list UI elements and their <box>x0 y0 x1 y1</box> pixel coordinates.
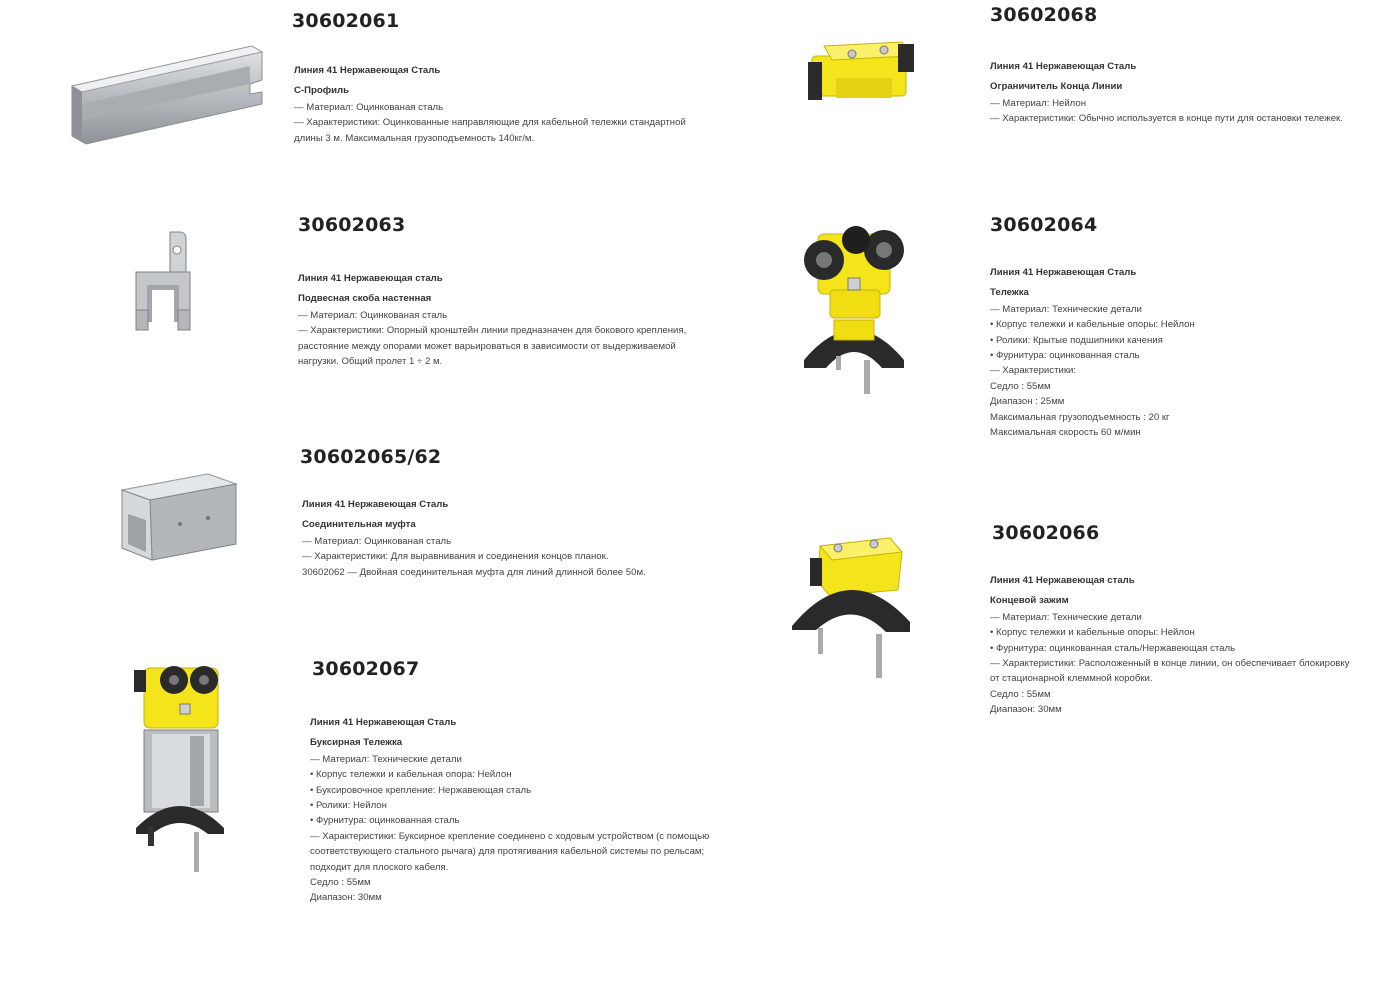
detail-line: — Материал: Оцинкованая сталь <box>298 309 448 321</box>
detail-line: — Характеристики: Для выравнивания и соединения концов планок. <box>302 551 609 563</box>
product-name: С-Профиль <box>294 85 350 97</box>
detail-line: соответствующего стального рычага) для протягивания кабельной системы по рельсам; <box>310 846 705 858</box>
product-line: Линия 41 Нержавеющая Сталь <box>310 717 457 728</box>
product-name: Соединительная муфта <box>302 519 416 531</box>
product-code: 30602065/62 <box>300 446 442 468</box>
product-code: 30602067 <box>312 658 420 680</box>
product-name: Буксирная Тележка <box>310 737 403 749</box>
detail-line: Седло : 55мм <box>990 688 1051 700</box>
product-code: 30602068 <box>990 4 1098 26</box>
detail-line: нагрузки. Общий пролет 1 ÷ 2 м. <box>298 356 443 368</box>
detail-line: • Ролики: Крытые подшипники качения <box>990 334 1163 346</box>
product-name: Тележка <box>990 287 1029 299</box>
detail-line: Диапазон : 25мм <box>990 396 1065 408</box>
detail-line: Максимальная грузоподъемность : 20 кг <box>990 411 1170 423</box>
detail-line: — Характеристики: Обычно используется в конце пути для остановки тележек. <box>990 113 1343 125</box>
product-line: Линия 41 Нержавеющая Сталь <box>294 65 441 76</box>
coupling-icon <box>118 470 242 562</box>
detail-line: — Характеристики: Расположенный в конце линии, он обеспечивает блокировку <box>990 658 1350 670</box>
product-name: Ограничитель Конца Линии <box>990 81 1123 93</box>
detail-line: Седло : 55мм <box>310 877 371 889</box>
detail-line: подходит для плоского кабеля. <box>310 861 449 873</box>
trolley-icon <box>796 220 912 396</box>
product-code: 30602064 <box>990 214 1098 236</box>
detail-line: — Материал: Оцинкованая сталь <box>302 535 452 547</box>
product-code: 30602061 <box>292 10 400 32</box>
detail-line: Диапазон: 30мм <box>990 704 1062 716</box>
detail-line: Диапазон: 30мм <box>310 892 382 904</box>
detail-line: — Материал: Нейлон <box>990 97 1087 109</box>
detail-line: длины 3 м. Максимальная грузоподъемность 140кг/м. <box>294 132 535 144</box>
product-name: Концевой зажим <box>990 595 1069 607</box>
detail-line: — Материал: Технические детали <box>990 303 1142 315</box>
wall-bracket-icon <box>130 228 194 332</box>
detail-line: Максимальная скорость 60 м/мин <box>990 427 1141 439</box>
detail-line: расстояние между опорами может варьироваться в зависимости от выдерживаемой <box>298 340 676 352</box>
detail-line: — Характеристики: Буксирное крепление соединено с ходовым устройством (с помощью <box>310 830 710 842</box>
detail-line: Седло : 55мм <box>990 380 1051 392</box>
detail-line: — Материал: Технические детали <box>990 611 1142 623</box>
product-line: Линия 41 Нержавеющая Сталь <box>990 267 1137 278</box>
detail-line: — Характеристики: <box>990 365 1077 377</box>
detail-line: — Характеристики: Оцинкованные направляющие для кабельной тележки стандартной <box>294 117 686 129</box>
end-clamp-icon <box>790 530 916 680</box>
detail-line: • Фурнитура: оцинкованная сталь <box>990 350 1140 362</box>
detail-line: • Фурнитура: оцинкованная сталь/Нержавеющая сталь <box>990 642 1236 654</box>
product-line: Линия 41 Нержавеющая сталь <box>298 273 443 284</box>
detail-line: от стационарной клеммной коробки. <box>990 673 1153 685</box>
product-code: 30602066 <box>992 522 1100 544</box>
detail-line: — Материал: Технические детали <box>310 753 462 765</box>
detail-line: • Корпус тележки и кабельные опоры: Нейлон <box>990 627 1195 639</box>
detail-line: • Корпус тележки и кабельная опора: Нейлон <box>310 769 512 781</box>
detail-line: — Материал: Оцинкованая сталь <box>294 101 444 113</box>
c-profile-rail-icon <box>66 40 266 150</box>
detail-line: • Ролики: Нейлон <box>310 800 387 812</box>
detail-line: • Буксировочное крепление: Нержавеющая сталь <box>310 784 532 796</box>
product-line: Линия 41 Нержавеющая Сталь <box>302 499 449 510</box>
detail-line: 30602062 — Двойная соединительная муфта для линий длинной более 50м. <box>302 566 646 578</box>
product-line: Линия 41 Нержавеющая сталь <box>990 575 1135 586</box>
product-name: Подвесная скоба настенная <box>298 293 432 305</box>
towing-trolley-icon <box>130 660 230 874</box>
detail-line: • Фурнитура: оцинкованная сталь <box>310 815 460 827</box>
end-stop-icon <box>806 38 918 110</box>
product-line: Линия 41 Нержавеющая Сталь <box>990 61 1137 72</box>
product-code: 30602063 <box>298 214 406 236</box>
detail-line: • Корпус тележки и кабельные опоры: Нейлон <box>990 319 1195 331</box>
detail-line: — Характеристики: Опорный кронштейн линии предназначен для бокового крепления, <box>298 325 687 337</box>
